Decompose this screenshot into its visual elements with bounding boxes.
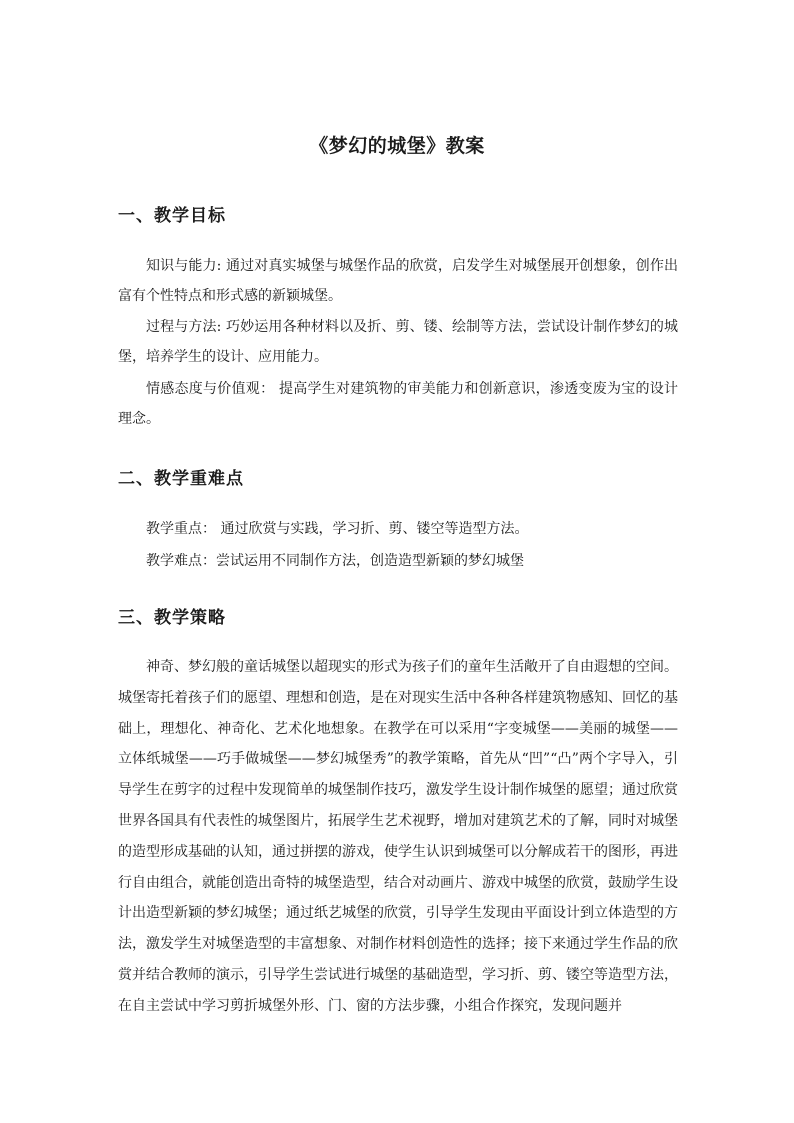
section-heading-teaching-goals: 一、教学目标	[118, 206, 226, 226]
paragraph-process-method: 过程与方法: 巧妙运用各种材料以及折、剪、镂、绘制等方法，尝试设计制作梦幻的城堡，培养学生的设计、应用能力。	[118, 319, 678, 365]
document-title: 《梦幻的城堡》教案	[309, 135, 485, 157]
section-heading-teaching-strategy: 三、教学策略	[118, 608, 226, 628]
paragraph-key-point: 教学重点： 通过欣赏与实践，学习折、剪、镂空等造型方法。	[146, 521, 529, 537]
paragraph-difficult-point: 教学难点：尝试运用不同制作方法，创造造型新颖的梦幻城堡	[146, 553, 524, 569]
section-heading-key-points: 二、教学重难点	[118, 469, 244, 489]
paragraph-teaching-strategy: 神奇、梦幻般的童话城堡以超现实的形式为孩子们的童年生活敞开了自由遐想的空间。城堡寄托着孩子们的愿望、理想和创造，是在对现实生活中各种各样建筑物感知、回忆的基础上，理想化、神奇化、艺术化地想象。在教学在可以采用“字变城堡——美丽的城堡——立体纸城堡——巧手做城堡——梦幻城堡秀”的教学策略，首先从“凹”“凸”两个字导入，引导学生在剪字的过程中发现简单的城堡制作技巧，激发学生设计制作城堡的愿望；通过欣赏世界各国具有代表性的城堡图片，拓展学生艺术视野，增加对建筑艺术的了解，同时对城堡的造型形成基础的认知，通过拼摆的游戏，使学生认识到城堡可以分解成若干的图形，再进行自由组合，就能创造出奇特的城堡造型，结合对动画片、游戏中城堡的欣赏，鼓励学生设计出造型新颖的梦幻城堡；通过纸艺城堡的欣赏，引导学生发现由平面设计到立体造型的方法，激发学生对城堡造型的丰富想象、对制作材料创造性的选择；接下来通过学生作品的欣赏并结合教师的演示，引导学生尝试进行城堡的基础造型，学习折、剪、镂空等造型方法，在自主尝试中学习剪折城堡外形、门、窗的方法步骤，小组合作探究，发现问题并	[118, 659, 678, 1014]
paragraph-attitude-values: 情感态度与价值观： 提高学生对建筑物的审美能力和创新意识，渗透变废为宝的设计理念。	[118, 381, 678, 427]
paragraph-knowledge-ability: 知识与能力: 通过对真实城堡与城堡作品的欣赏，启发学生对城堡展开创想象，创作出富有个性特点和形式感的新颖城堡。	[118, 258, 678, 304]
